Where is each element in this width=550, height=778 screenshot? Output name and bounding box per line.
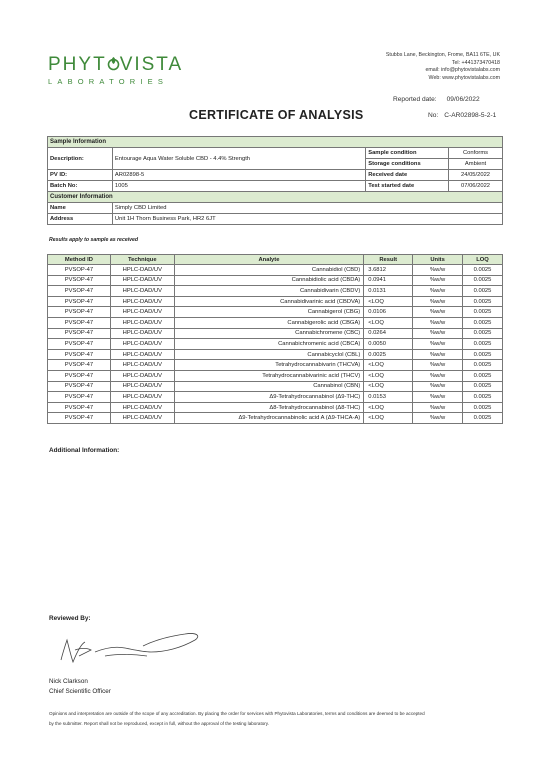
reported-date xyxy=(393,96,480,103)
table-row xyxy=(48,349,503,360)
table-row xyxy=(48,339,503,350)
method-id-cell: PVSOP-47 xyxy=(48,349,111,360)
loq-cell: 0.0025 xyxy=(463,286,503,297)
column-header: Result xyxy=(364,255,413,265)
logo-subtitle: LABORATORIES xyxy=(48,77,169,86)
loq-cell: 0.0025 xyxy=(463,296,503,307)
method-id-cell: PVSOP-47 xyxy=(48,328,111,339)
method-id-cell: PVSOP-47 xyxy=(48,317,111,328)
sample-info-header xyxy=(48,137,503,148)
analyte-cell: Cannabicyclol (CBL) xyxy=(174,349,364,360)
logo-text-right: VISTA xyxy=(119,54,184,75)
column-header: LOQ xyxy=(463,255,503,265)
technique-cell: HPLC-DAD/UV xyxy=(110,349,174,360)
units-cell: %w/w xyxy=(413,265,463,276)
result-cell: <LOQ xyxy=(364,360,413,371)
reported-date-label: Reported date: xyxy=(393,96,437,103)
loq-cell: 0.0025 xyxy=(463,392,503,403)
units-cell: %w/w xyxy=(413,275,463,286)
analyte-cell: Tetrahydrocannabivarinic acid (THCV) xyxy=(174,370,364,381)
table-row xyxy=(48,360,503,371)
table-row xyxy=(48,317,503,328)
analyte-cell: Cannabichromene (CBC) xyxy=(174,328,364,339)
method-id-cell: PVSOP-47 xyxy=(48,402,111,413)
table-row xyxy=(48,381,503,392)
batch-value: 1005 xyxy=(112,181,365,192)
sample-condition-value: Conforms xyxy=(449,148,503,159)
customer-name-label: Name xyxy=(48,203,113,214)
result-cell: 3.6812 xyxy=(364,265,413,276)
pv-id-value: AR02898-5 xyxy=(112,170,365,181)
units-cell: %w/w xyxy=(413,370,463,381)
units-cell: %w/w xyxy=(413,339,463,350)
loq-cell: 0.0025 xyxy=(463,381,503,392)
signature-image xyxy=(55,628,205,673)
address-line: Stubbs Lane, Beckington, Frome, BA11 6TE, UK xyxy=(385,52,500,58)
loq-cell: 0.0025 xyxy=(463,339,503,350)
logo-wordmark xyxy=(48,55,183,74)
units-cell: %w/w xyxy=(413,286,463,297)
loq-cell: 0.0025 xyxy=(463,402,503,413)
column-header: Units xyxy=(413,255,463,265)
table-row xyxy=(48,203,503,214)
result-cell: <LOQ xyxy=(364,413,413,424)
certificate-number-value: C-AR02898-5-2-1 xyxy=(444,112,497,119)
method-id-cell: PVSOP-47 xyxy=(48,392,111,403)
technique-cell: HPLC-DAD/UV xyxy=(110,381,174,392)
loq-cell: 0.0025 xyxy=(463,265,503,276)
technique-cell: HPLC-DAD/UV xyxy=(110,413,174,424)
results-table xyxy=(47,254,503,424)
customer-name-value: Simply CBD Limited xyxy=(112,203,502,214)
signer-title: Chief Scientific Officer xyxy=(49,688,111,695)
lab-address xyxy=(386,52,500,82)
additional-info-label: Additional Information: xyxy=(49,447,120,454)
units-cell: %w/w xyxy=(413,296,463,307)
customer-info-header xyxy=(48,192,503,203)
loq-cell: 0.0025 xyxy=(463,370,503,381)
table-row xyxy=(48,307,503,318)
technique-cell: HPLC-DAD/UV xyxy=(110,286,174,297)
analyte-cell: Δ8-Tetrahydrocannabinol (Δ8-THC) xyxy=(174,402,364,413)
technique-cell: HPLC-DAD/UV xyxy=(110,370,174,381)
table-row xyxy=(48,413,503,424)
technique-cell: HPLC-DAD/UV xyxy=(110,402,174,413)
method-id-cell: PVSOP-47 xyxy=(48,265,111,276)
table-row xyxy=(48,392,503,403)
loq-cell: 0.0025 xyxy=(463,360,503,371)
result-cell: <LOQ xyxy=(364,402,413,413)
test-started-label: Test started date xyxy=(366,181,449,192)
logo-text-left: PHYT xyxy=(48,54,107,75)
column-header: Analyte xyxy=(174,255,364,265)
method-id-cell: PVSOP-47 xyxy=(48,275,111,286)
loq-cell: 0.0025 xyxy=(463,413,503,424)
phone-line: Tel: +441373470418 xyxy=(451,59,500,66)
reviewed-by-label: Reviewed By: xyxy=(49,615,91,622)
analyte-cell: Δ9-Tetrahydrocannabinolic acid A (Δ9-THCA-A) xyxy=(174,413,364,424)
result-cell: <LOQ xyxy=(364,317,413,328)
results-header-row xyxy=(48,255,503,265)
received-date-value: 24/05/2022 xyxy=(449,170,503,181)
method-id-cell: PVSOP-47 xyxy=(48,339,111,350)
result-cell: <LOQ xyxy=(364,370,413,381)
analyte-cell: Cannabidiol (CBD) xyxy=(174,265,364,276)
technique-cell: HPLC-DAD/UV xyxy=(110,317,174,328)
units-cell: %w/w xyxy=(413,349,463,360)
table-row xyxy=(48,265,503,276)
method-id-cell: PVSOP-47 xyxy=(48,286,111,297)
company-logo xyxy=(48,55,183,86)
page-title: CERTIFICATE OF ANALYSIS xyxy=(189,108,364,122)
table-row xyxy=(48,170,503,181)
loq-cell: 0.0025 xyxy=(463,317,503,328)
results-note: Results apply to sample as received xyxy=(49,237,139,243)
units-cell: %w/w xyxy=(413,392,463,403)
table-row xyxy=(48,275,503,286)
reported-date-value: 09/06/2022 xyxy=(446,96,480,103)
method-id-cell: PVSOP-47 xyxy=(48,360,111,371)
units-cell: %w/w xyxy=(413,402,463,413)
pv-id-label: PV ID: xyxy=(48,170,113,181)
result-cell: 0.0264 xyxy=(364,328,413,339)
column-header: Technique xyxy=(110,255,174,265)
analyte-cell: Cannabigerolic acid (CBGA) xyxy=(174,317,364,328)
analyte-cell: Cannabidiolic acid (CBDA) xyxy=(174,275,364,286)
loq-cell: 0.0025 xyxy=(463,307,503,318)
table-row xyxy=(48,296,503,307)
customer-info-title: Customer Information xyxy=(48,192,503,203)
technique-cell: HPLC-DAD/UV xyxy=(110,275,174,286)
method-id-cell: PVSOP-47 xyxy=(48,296,111,307)
sample-condition-label: Sample condition xyxy=(366,148,449,159)
result-cell: 0.0153 xyxy=(364,392,413,403)
result-cell: 0.0106 xyxy=(364,307,413,318)
certificate-number xyxy=(428,112,496,119)
technique-cell: HPLC-DAD/UV xyxy=(110,296,174,307)
units-cell: %w/w xyxy=(413,381,463,392)
table-row xyxy=(48,214,503,225)
units-cell: %w/w xyxy=(413,307,463,318)
loq-cell: 0.0025 xyxy=(463,275,503,286)
table-row xyxy=(48,402,503,413)
sample-info-table xyxy=(47,136,503,225)
technique-cell: HPLC-DAD/UV xyxy=(110,339,174,350)
technique-cell: HPLC-DAD/UV xyxy=(110,360,174,371)
technique-cell: HPLC-DAD/UV xyxy=(110,265,174,276)
description-label: Description: xyxy=(48,148,113,170)
result-cell: 0.0025 xyxy=(364,349,413,360)
column-header: Method ID xyxy=(48,255,111,265)
analyte-cell: Cannabidivarinic acid (CBDVA) xyxy=(174,296,364,307)
analyte-cell: Cannabidivarin (CBDV) xyxy=(174,286,364,297)
disclaimer-line: by the submitter. Report shall not be reproduced, except in full, without the approval of the testing laboratory. xyxy=(49,721,270,726)
analyte-cell: Δ9-Tetrahydrocannabinol (Δ9-THC) xyxy=(174,392,364,403)
signer-block xyxy=(49,677,111,697)
email-line: email: info@phytovistalabs.com xyxy=(425,67,500,74)
method-id-cell: PVSOP-47 xyxy=(48,381,111,392)
method-id-cell: PVSOP-47 xyxy=(48,370,111,381)
received-date-label: Received date xyxy=(366,170,449,181)
units-cell: %w/w xyxy=(413,328,463,339)
result-cell: 0.0131 xyxy=(364,286,413,297)
table-row xyxy=(48,181,503,192)
leaf-icon xyxy=(107,56,120,71)
sample-info-title: Sample Information xyxy=(48,137,503,148)
result-cell: 0.0941 xyxy=(364,275,413,286)
analyte-cell: Cannabigerol (CBG) xyxy=(174,307,364,318)
description-value: Entourage Aqua Water Soluble CBD - 4.4% Strength xyxy=(112,148,365,170)
storage-conditions-label: Storage conditions xyxy=(366,159,449,170)
method-id-cell: PVSOP-47 xyxy=(48,307,111,318)
table-row xyxy=(48,328,503,339)
technique-cell: HPLC-DAD/UV xyxy=(110,392,174,403)
result-cell: <LOQ xyxy=(364,381,413,392)
test-started-value: 07/06/2022 xyxy=(449,181,503,192)
customer-address-value: Unit 1H Thorn Business Park, HR2 6JT xyxy=(112,214,502,225)
result-cell: 0.0050 xyxy=(364,339,413,350)
certificate-number-label: No: xyxy=(428,112,439,119)
customer-address-label: Address xyxy=(48,214,113,225)
units-cell: %w/w xyxy=(413,317,463,328)
analyte-cell: Cannabinol (CBN) xyxy=(174,381,364,392)
loq-cell: 0.0025 xyxy=(463,349,503,360)
table-row xyxy=(48,370,503,381)
disclaimer xyxy=(49,709,509,729)
method-id-cell: PVSOP-47 xyxy=(48,413,111,424)
table-row xyxy=(48,148,503,159)
loq-cell: 0.0025 xyxy=(463,328,503,339)
web-line: Web: www.phytovistalabs.com xyxy=(428,74,500,81)
analyte-cell: Tetrahydrocannabivarin (THCVA) xyxy=(174,360,364,371)
storage-conditions-value: Ambient xyxy=(449,159,503,170)
signer-name: Nick Clarkson xyxy=(49,678,88,685)
batch-label: Batch No: xyxy=(48,181,113,192)
technique-cell: HPLC-DAD/UV xyxy=(110,307,174,318)
result-cell: <LOQ xyxy=(364,296,413,307)
units-cell: %w/w xyxy=(413,360,463,371)
disclaimer-line: Opinions and interpretation are outside of the scope of any accreditation. By placing the order for services with Phytovista Laboratories, terms and conditions are deemed to be accepted xyxy=(49,711,425,716)
analyte-cell: Cannabichromenic acid (CBCA) xyxy=(174,339,364,350)
technique-cell: HPLC-DAD/UV xyxy=(110,328,174,339)
units-cell: %w/w xyxy=(413,413,463,424)
table-row xyxy=(48,286,503,297)
